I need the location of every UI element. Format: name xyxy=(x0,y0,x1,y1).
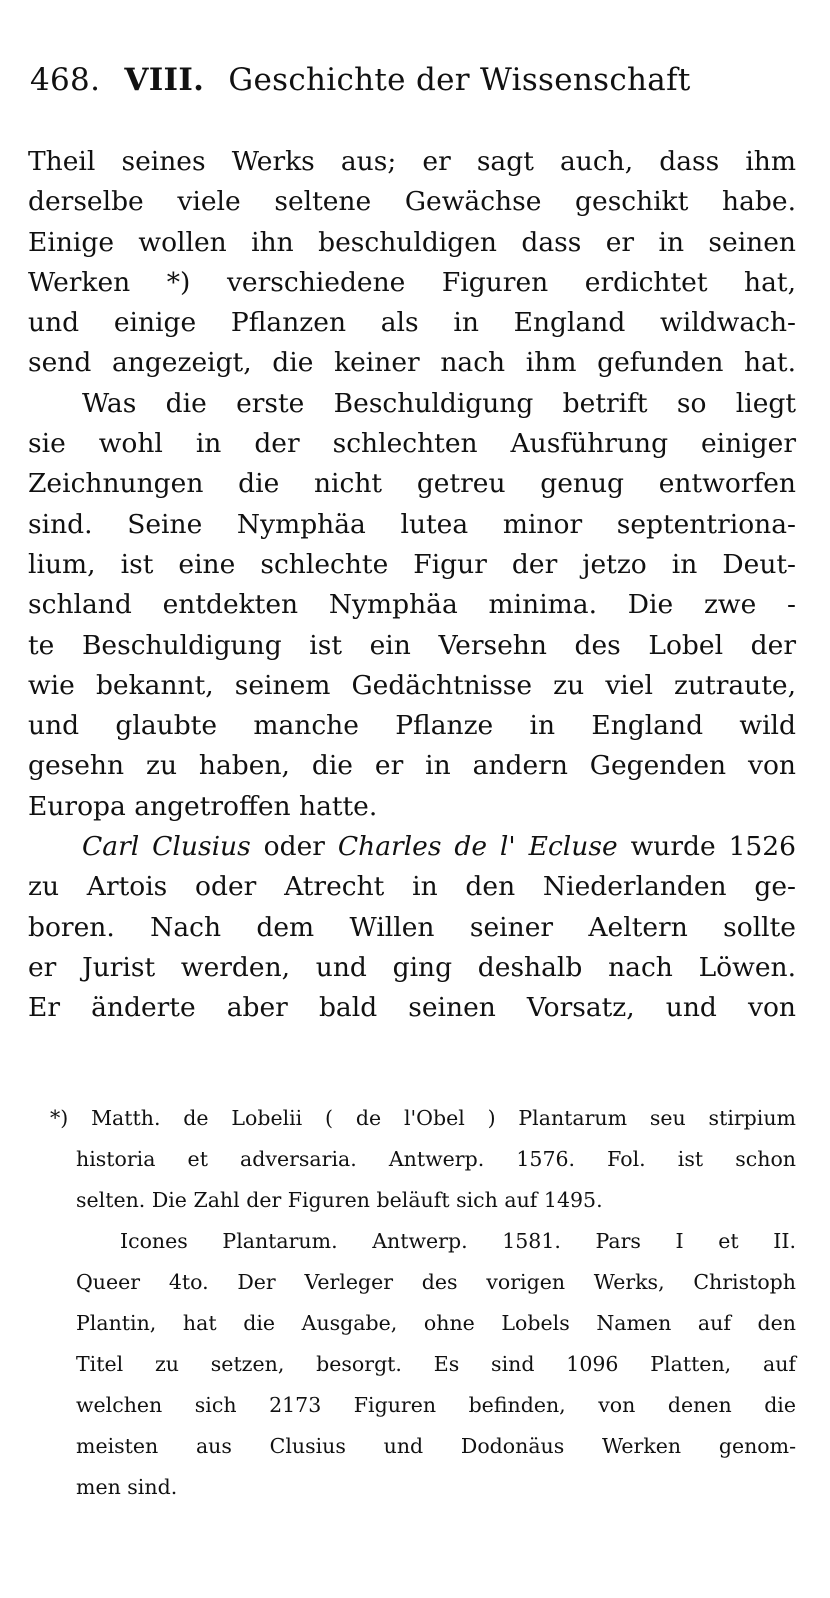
text-line: boren. Nach dem Willen seiner Aeltern sollte xyxy=(28,911,796,943)
text-line: send angezeigt, die keiner nach ihm gefunden hat. xyxy=(28,347,796,379)
text-line: und glaubte manche Pflanze in England wild xyxy=(28,710,796,742)
text-line: Werken *) verschiedene Figuren erdichtet hat, xyxy=(28,266,796,298)
text-line: sind. Seine Nymphäa lutea minor septentriona- xyxy=(28,508,796,540)
text-line: gesehn zu haben, die er in andern Gegenden von xyxy=(28,750,796,782)
footnote-line: Queer 4to. Der Verleger des vorigen Werks, Christoph xyxy=(76,1270,796,1294)
footnote-line: historia et adversaria. Antwerp. 1576. Fol. ist schon xyxy=(76,1147,796,1171)
text-line xyxy=(28,827,796,867)
text-line: Was die erste Beschuldigung betrift so liegt xyxy=(82,387,796,419)
text-line: und einige Pflanzen als in England wildwach- xyxy=(28,307,796,339)
section-number: VIII. xyxy=(124,62,205,98)
text-line: Theil seines Werks aus; er sagt auch, dass ihm xyxy=(28,146,796,177)
running-title: Geschichte der Wissenschaft xyxy=(228,62,691,98)
person-name: Carl Clusius xyxy=(82,831,251,863)
text-line: Einige wollen ihn beschuldigen dass er in seinen xyxy=(28,226,796,258)
footnote xyxy=(50,1098,796,1508)
text-fragment: wurde 1526 xyxy=(617,831,797,863)
text-line: Er änderte aber bald seinen Vorsatz, und von xyxy=(28,992,796,1024)
text-line: zu Artois oder Atrecht in den Niederlanden ge- xyxy=(28,871,796,903)
text-line: wie bekannt, seinem Gedächtnisse zu viel zutraute, xyxy=(28,669,796,701)
person-name: Charles de l' Ecluse xyxy=(337,831,618,863)
text-line: sie wohl in der schlechten Ausführung einiger xyxy=(28,428,796,460)
footnote-line: Titel zu setzen, besorgt. Es sind 1096 Platten, auf xyxy=(76,1352,796,1376)
footnote-line: men sind. xyxy=(76,1475,178,1499)
text-line: Europa angetroffen hatte. xyxy=(28,790,378,822)
text-line: er Jurist werden, und ging deshalb nach Löwen. xyxy=(28,951,796,983)
running-header xyxy=(30,62,800,98)
text-line: Zeichnungen die nicht getreu genug entworfen xyxy=(28,468,796,500)
footnote-line: *) Matth. de Lobelii ( de l'Obel ) Plantarum seu stirpium xyxy=(50,1106,796,1130)
connector-text: oder xyxy=(250,831,338,863)
text-line: derselbe viele seltene Gewächse geschikt habe. xyxy=(28,186,796,218)
footnote-line: Icones Plantarum. Antwerp. 1581. Pars I et II. xyxy=(120,1229,796,1253)
footnote-line: Plantin, hat die Ausgabe, ohne Lobels Namen auf den xyxy=(76,1311,796,1335)
page-number: 468. xyxy=(30,62,101,98)
footnote-line: selten. Die Zahl der Figuren beläuft sich auf 1495. xyxy=(76,1188,603,1212)
footnote-line: meisten aus Clusius und Dodonäus Werken genom- xyxy=(76,1434,796,1458)
text-line: schland entdekten Nymphäa minima. Die zwe - xyxy=(28,589,796,621)
text-line: te Beschuldigung ist ein Versehn des Lobel der xyxy=(28,629,796,661)
main-text xyxy=(28,142,796,1029)
footnote-line: welchen sich 2173 Figuren befinden, von denen die xyxy=(76,1393,796,1417)
text-line: lium, ist eine schlechte Figur der jetzo in Deut- xyxy=(28,548,796,580)
